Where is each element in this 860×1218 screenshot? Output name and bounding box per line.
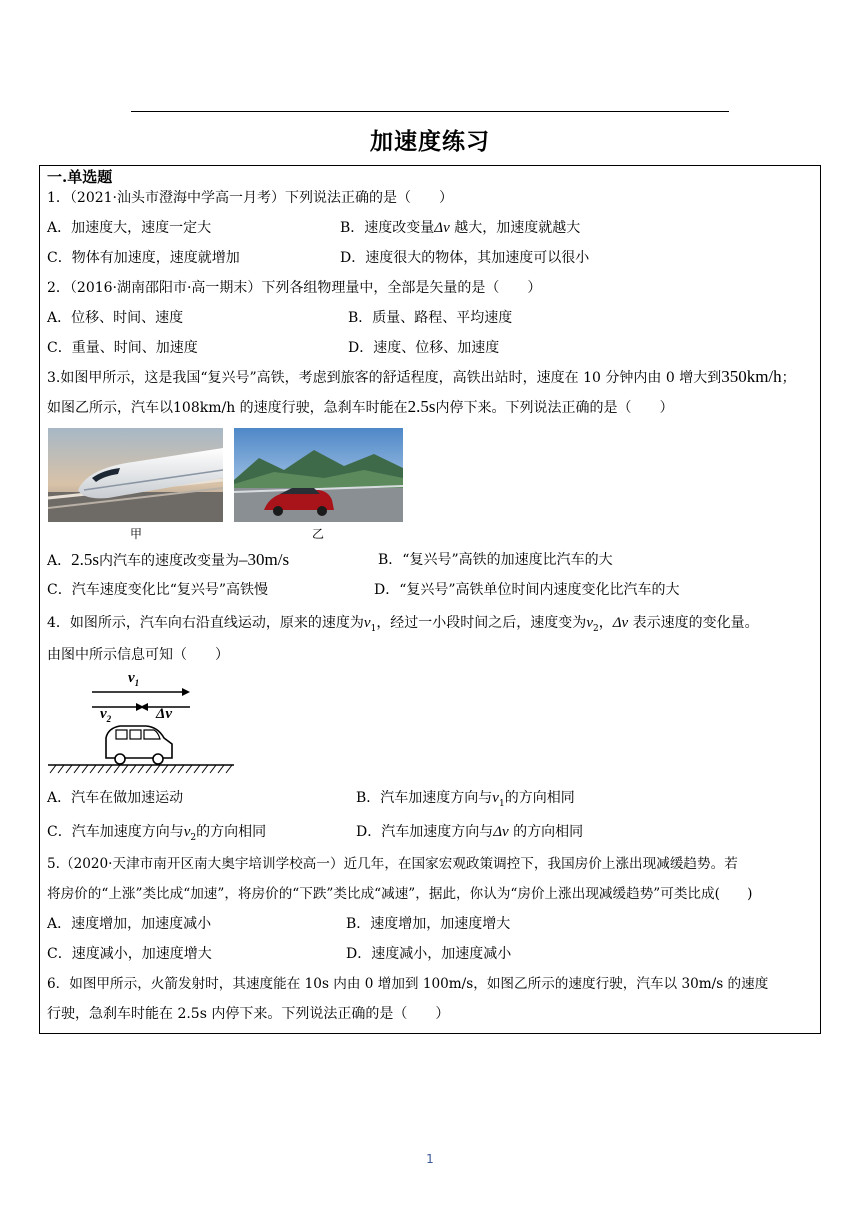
q3-option-c: C．汽车速度变化比“复兴号”高铁慢 — [47, 582, 269, 598]
high-speed-train-photo — [48, 428, 223, 522]
caption-jia: 甲 — [130, 527, 143, 541]
q4-stem-line1: 4．如图所示，汽车向右沿直线运动，原来的速度为$v_1$，经过一小段时间之后，速度变为$v_2$，Δv 表示速度的变化量。 — [47, 615, 759, 634]
q2-option-c: C．重量、时间、加速度 — [47, 340, 198, 356]
q5-option-a: A．速度增加，加速度减小 — [47, 916, 212, 932]
q5-option-b: B．速度增加，加速度增大 — [346, 916, 511, 932]
q5-stem-line2: 将房价的“上涨”类比成“加速”，将房价的“下跌”类比成“减速”，据此，你认为“房价上涨出现减缓趋势”可类比成( ) — [47, 886, 753, 902]
page-number: 1 — [426, 1152, 434, 1166]
q2-option-a: A．位移、时间、速度 — [47, 310, 184, 326]
q6-stem-line2: 行驶，急刹车时能在 2.5s 内停下来。下列说法正确的是（ ） — [47, 1006, 450, 1022]
q4-option-d: D．汽车加速度方向与Δv 的方向相同 — [356, 824, 584, 840]
q1-option-b: B．速度改变量Δv 越大，加速度就越大 — [340, 220, 581, 236]
page-title: 加速度练习 — [370, 128, 490, 155]
q4-option-a: A．汽车在做加速运动 — [47, 790, 184, 806]
q3-stem-line2: 如图乙所示，汽车以108km/h 的速度行驶，急刹车时能在2.5s内停下来。下列说法正确的是（ ） — [47, 397, 674, 416]
q5-option-c: C．速度减小，加速度增大 — [47, 946, 212, 962]
car-velocity-figure — [48, 672, 236, 776]
front-wheel — [153, 754, 163, 764]
q1-option-c: C．物体有加速度，速度就增加 — [47, 250, 240, 266]
q3-option-a: A．2.5s内汽车的速度改变量为–30m/s — [47, 550, 290, 569]
q3-option-d: D．“复兴号”高铁单位时间内速度变化比汽车的大 — [374, 582, 680, 598]
q2-option-b: B．质量、路程、平均速度 — [348, 310, 513, 326]
header-rule — [131, 111, 729, 112]
car-on-road-photo — [234, 428, 403, 522]
section-heading: 一.单选题 — [47, 168, 113, 186]
q4-stem-line2: 由图中所示信息可知（ ） — [47, 647, 229, 663]
q6-stem-line1: 6．如图甲所示，火箭发射时，其速度能在 10s 内由 0 增加到 100m/s，如图乙所示的速度行驶，汽车以 30m/s 的速度 — [47, 976, 769, 992]
q2-option-d: D．速度、位移、加速度 — [348, 340, 500, 356]
q1-option-d: D．速度很大的物体，其加速度可以很小 — [340, 250, 590, 266]
q5-option-d: D．速度减小，加速度减小 — [346, 946, 512, 962]
q1-stem: 1．（2021·汕头市澄海中学高一月考）下列说法正确的是（ ） — [47, 190, 453, 206]
fig-label-delta-v: Δv — [156, 706, 173, 722]
q4-option-b: B．汽车加速度方向与$v_1$的方向相同 — [356, 790, 575, 809]
q2-stem: 2．（2016·湖南邵阳市·高一期末）下列各组物理量中，全部是矢量的是（ ） — [47, 280, 542, 296]
q3-option-b: B．“复兴号”高铁的加速度比汽车的大 — [378, 552, 613, 568]
caption-yi: 乙 — [312, 527, 325, 541]
ground-hatching — [50, 765, 232, 773]
q1-option-a: A．加速度大，速度一定大 — [47, 220, 212, 236]
q5-stem-line1: 5.（2020·天津市南开区南大奥宇培训学校高一）近几年，在国家宏观政策调控下，我国房价上涨出现减缓趋势。若 — [47, 856, 738, 872]
fig-label-v1: $v_1$ — [128, 670, 140, 688]
fig-label-v2: $v_2$ — [100, 706, 112, 724]
q4-option-c: C．汽车加速度方向与$v_2$的方向相同 — [47, 824, 267, 843]
rear-wheel — [115, 754, 125, 764]
q3-stem-line1: 3.如图甲所示，这是我国“复兴号”高铁，考虑到旅客的舒适程度，高铁出站时，速度在 10 分钟内由 0 增大到350km/h； — [47, 367, 796, 386]
